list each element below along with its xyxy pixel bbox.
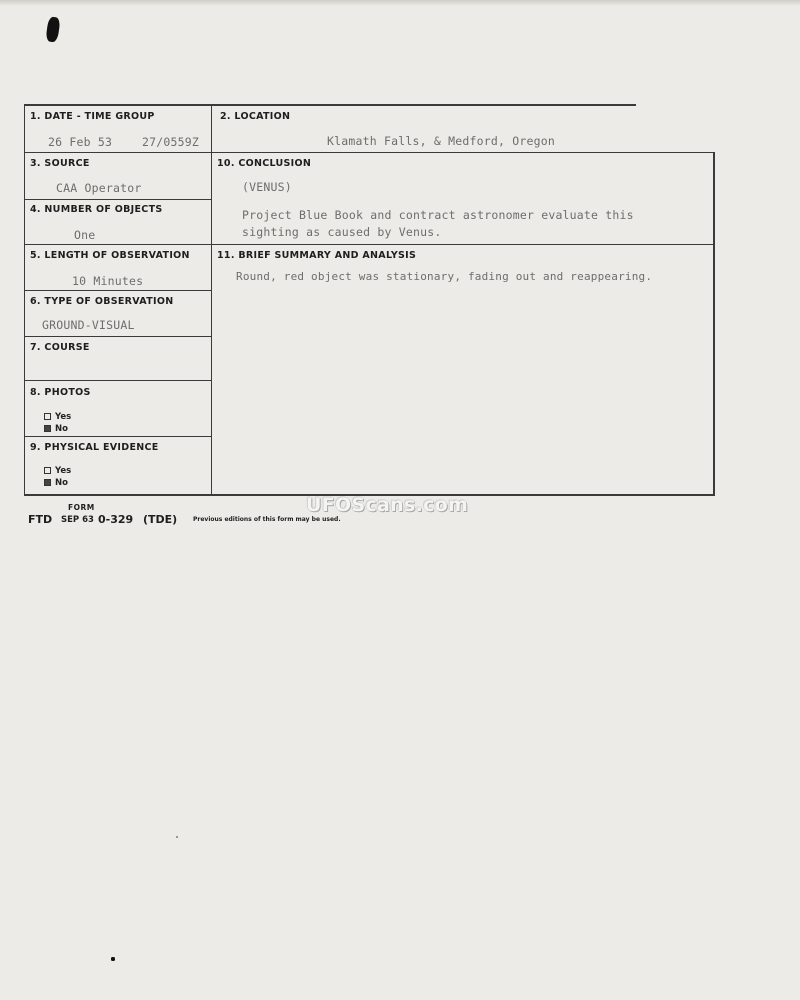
- paper-speck: [176, 836, 178, 838]
- time-value: 27/0559Z: [142, 135, 199, 149]
- physical-evidence-no-option[interactable]: [44, 478, 68, 488]
- table-rule: [24, 336, 211, 337]
- footer-date: SEP 63: [61, 515, 94, 525]
- type-of-observation-label: 6. TYPE OF OBSERVATION: [30, 296, 174, 307]
- conclusion-detail-line-1: Project Blue Book and contract astronomer evaluate this: [242, 208, 634, 222]
- photos-yes-checkbox[interactable]: [44, 413, 51, 420]
- source-value: CAA Operator: [56, 181, 142, 195]
- table-rule: [713, 152, 715, 496]
- footer-form-word: FORM: [68, 503, 95, 512]
- table-rule: [24, 104, 25, 496]
- paper-edge: [0, 0, 800, 6]
- location-label: 2. LOCATION: [220, 111, 291, 122]
- photos-label: 8. PHOTOS: [30, 387, 91, 398]
- location-value: Klamath Falls, & Medford, Oregon: [327, 134, 555, 148]
- table-rule: [24, 290, 211, 291]
- physical-evidence-no-label: No: [55, 478, 68, 488]
- table-rule: [24, 436, 211, 437]
- date-value: 26 Feb 53: [48, 135, 113, 149]
- number-of-objects-value: One: [74, 228, 96, 242]
- course-label: 7. COURSE: [30, 342, 90, 353]
- physical-evidence-label: 9. PHYSICAL EVIDENCE: [30, 442, 159, 453]
- footer-form-number: 0-329: [98, 513, 134, 526]
- photos-yes-option[interactable]: [44, 412, 71, 422]
- footer-tde: (TDE): [143, 513, 178, 526]
- table-rule: [24, 199, 211, 200]
- physical-evidence-no-checkbox[interactable]: [44, 479, 51, 486]
- length-of-observation-value: 10 Minutes: [72, 274, 144, 288]
- footer-ftd: FTD: [28, 513, 53, 526]
- conclusion-detail-line-2: sighting as caused by Venus.: [242, 225, 442, 239]
- photos-no-label: No: [55, 424, 68, 434]
- source-label: 3. SOURCE: [30, 158, 90, 169]
- brief-summary-label: 11. BRIEF SUMMARY AND ANALYSIS: [217, 250, 417, 261]
- photos-yes-label: Yes: [55, 412, 72, 422]
- type-of-observation-value: GROUND-VISUAL: [42, 318, 135, 332]
- table-rule: [24, 152, 714, 153]
- date-time-group-label: 1. DATE - TIME GROUP: [30, 111, 155, 122]
- physical-evidence-yes-label: Yes: [55, 466, 72, 476]
- paper-speck: [111, 957, 115, 961]
- table-rule: [211, 104, 212, 496]
- length-of-observation-label: 5. LENGTH OF OBSERVATION: [30, 250, 190, 261]
- conclusion-label: 10. CONCLUSION: [217, 158, 312, 169]
- physical-evidence-yes-option[interactable]: [44, 466, 71, 476]
- physical-evidence-yes-checkbox[interactable]: [44, 467, 51, 474]
- brief-summary-value: Round, red object was stationary, fading out and reappearing.: [236, 270, 653, 283]
- photos-no-checkbox[interactable]: [44, 425, 51, 432]
- number-of-objects-label: 4. NUMBER OF OBJECTS: [30, 204, 163, 215]
- table-rule: [24, 380, 211, 381]
- paper-speck: [45, 16, 60, 42]
- conclusion-main-value: (VENUS): [242, 180, 292, 194]
- watermark: UFOScans.com: [306, 494, 469, 516]
- table-rule: [24, 104, 636, 106]
- photos-no-option[interactable]: [44, 424, 68, 434]
- table-rule: [24, 244, 714, 245]
- project-record-card: [24, 104, 714, 496]
- footer-note: Previous editions of this form may be used.: [193, 516, 341, 523]
